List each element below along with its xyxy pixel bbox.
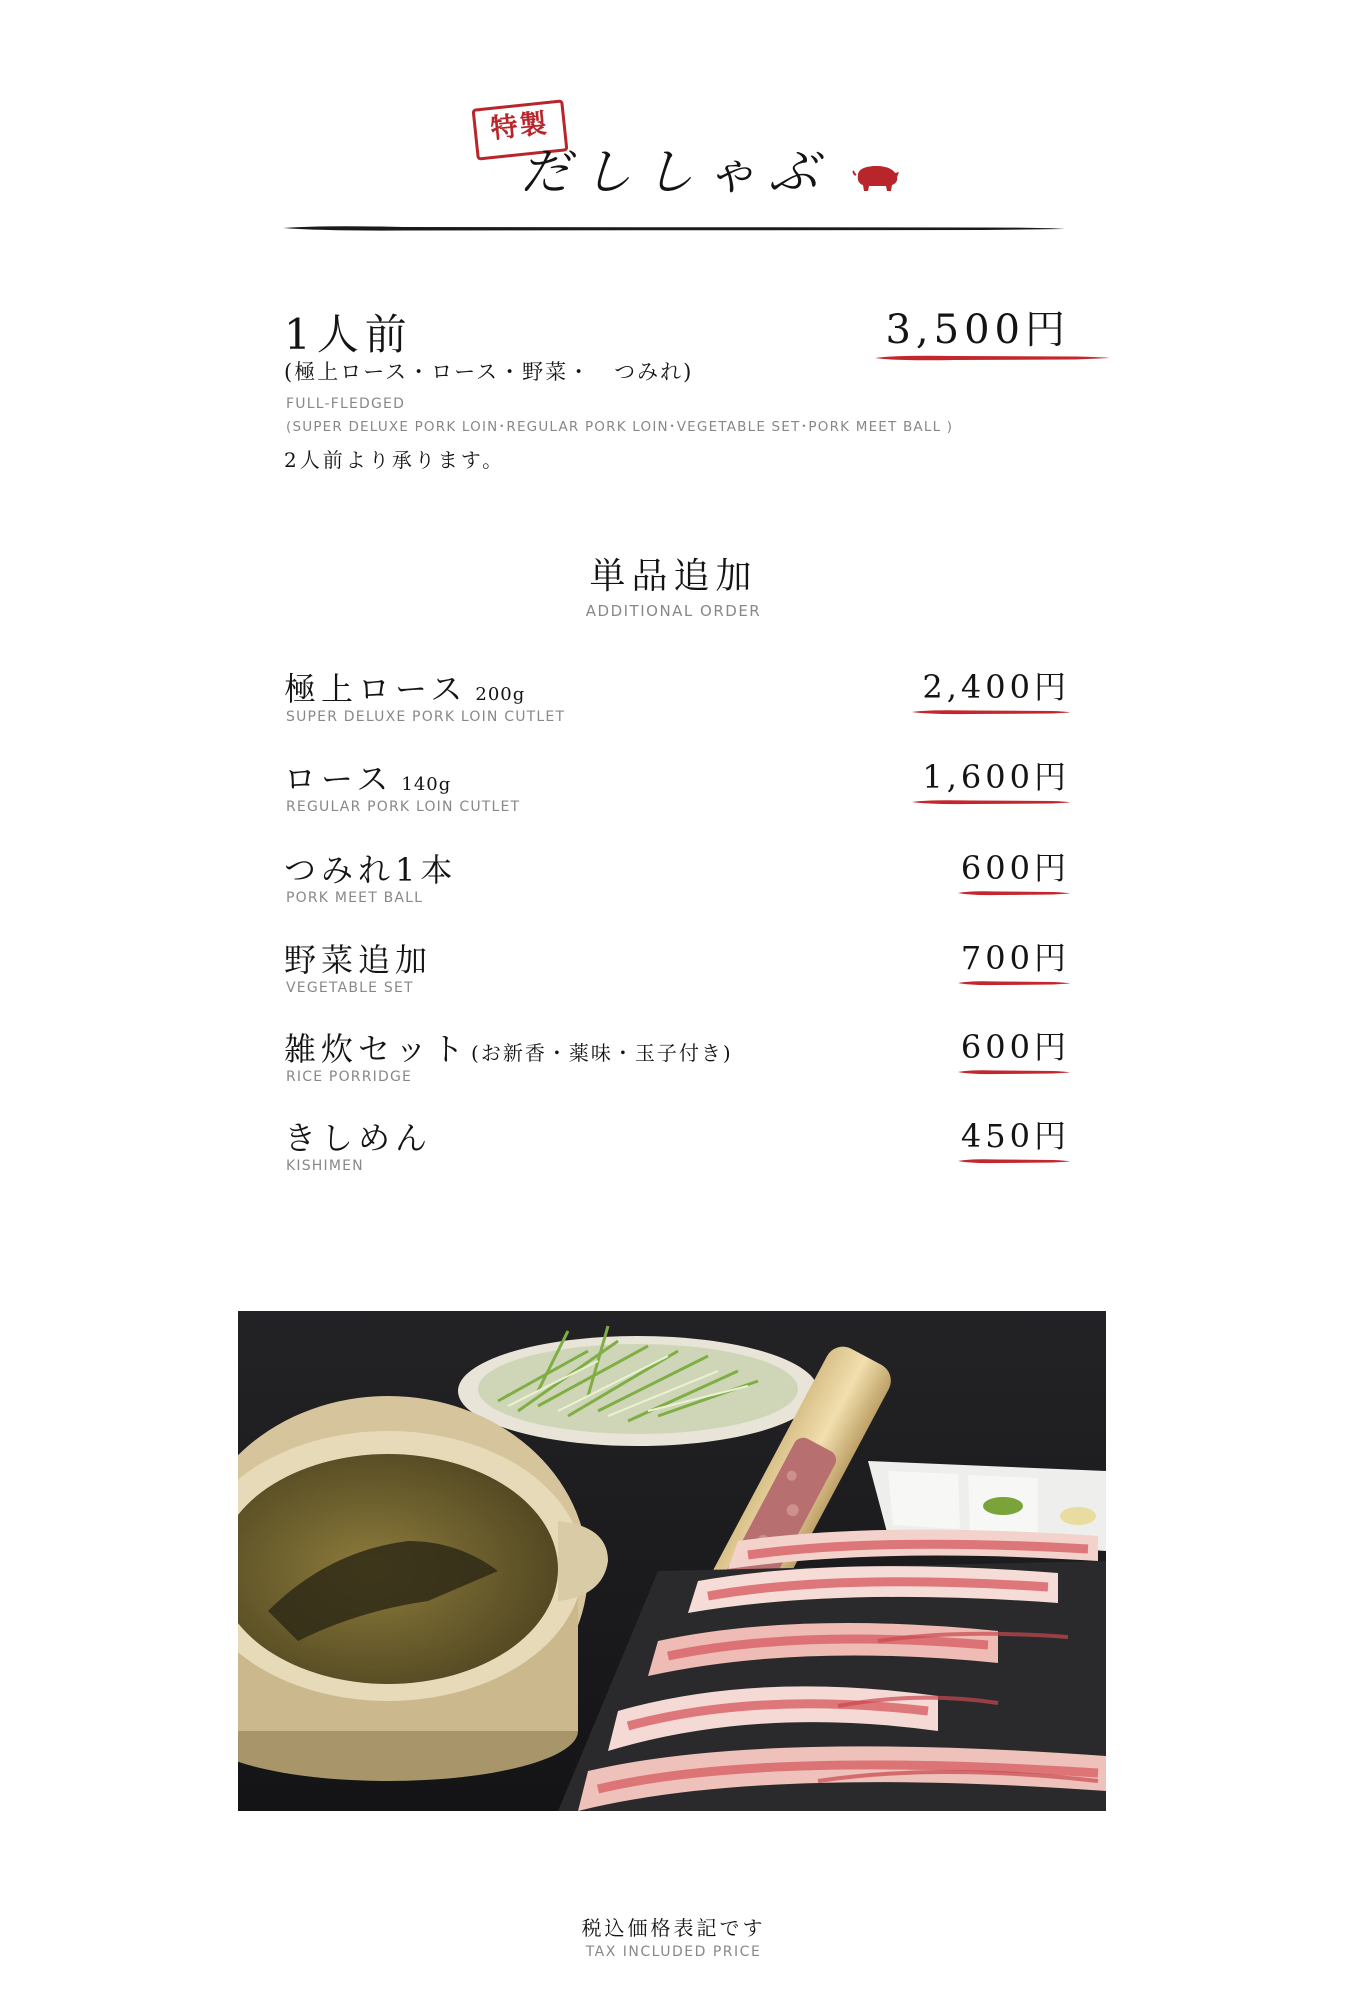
set-subtitle: (極上ロース・ロース・野菜・ つみれ) (284, 360, 694, 384)
item-note: (お新香・薬味・玉子付き) (471, 1041, 733, 1065)
menu-item (284, 935, 1070, 1015)
item-name-row (284, 1024, 733, 1070)
item-en: PORK MEET BALL (286, 890, 424, 906)
price-underline (958, 1068, 1070, 1076)
menu-item (284, 845, 1070, 925)
item-en: REGULAR PORK LOIN CUTLET (286, 799, 521, 815)
item-en: KISHIMEN (286, 1158, 364, 1174)
item-name-row (284, 1113, 432, 1159)
price-underline (958, 1157, 1070, 1165)
price-underline (912, 708, 1070, 716)
shabu-shabu-photo (238, 1311, 1106, 1811)
header-brush-rule (283, 224, 1065, 232)
menu-item (284, 754, 1070, 834)
menu-item (284, 1024, 1070, 1104)
item-name: 雑炊セット (284, 1030, 470, 1068)
additional-en-title: ADDITIONAL ORDER (585, 602, 762, 620)
price-underline (912, 798, 1070, 806)
additional-title: 単品追加 (589, 556, 758, 597)
set-title: 1人前 (284, 310, 413, 359)
item-name: きしめん (284, 1119, 433, 1157)
tax-note: 税込価格表記です (581, 1916, 766, 1940)
item-name: 野菜追加 (284, 941, 433, 979)
item-price: 700円 (960, 939, 1070, 977)
set-price: 3,500円 (885, 307, 1070, 353)
item-price: 1,600円 (922, 758, 1070, 796)
tokusei-stamp: 特製 (472, 99, 569, 160)
tax-note-en: TAX INCLUDED PRICE (585, 1944, 762, 1960)
menu-item (284, 1113, 1070, 1193)
item-en: VEGETABLE SET (286, 980, 414, 996)
item-en: SUPER DELUXE PORK LOIN CUTLET (286, 709, 566, 725)
set-en-title: FULL-FLEDGED (286, 396, 406, 412)
item-weight: 200g (475, 684, 526, 705)
item-name-row (284, 935, 432, 981)
item-price: 600円 (960, 1028, 1070, 1066)
price-underline (958, 979, 1070, 987)
item-name: 極上ロース (284, 670, 468, 708)
set-price-underline (875, 353, 1110, 363)
menu-item (284, 664, 1070, 744)
item-weight: 140g (401, 774, 452, 795)
item-price: 600円 (960, 849, 1070, 887)
item-price: 450円 (960, 1117, 1070, 1155)
set-en-detail: (SUPER DELUXE PORK LOIN･REGULAR PORK LOIN･VEGETABLE SET･PORK MEET BALL ) (286, 419, 954, 435)
item-name: ロース (284, 760, 394, 798)
item-name-row (284, 845, 457, 891)
item-name-row (284, 664, 525, 710)
item-name-row (284, 754, 451, 800)
set-note: 2人前より承ります。 (284, 448, 506, 472)
page-title: だししゃぶ (520, 143, 830, 201)
pig-icon (852, 163, 900, 193)
item-name: つみれ1本 (284, 851, 458, 889)
item-price: 2,400円 (922, 668, 1070, 706)
item-en: RICE PORRIDGE (286, 1069, 413, 1085)
price-underline (958, 889, 1070, 897)
